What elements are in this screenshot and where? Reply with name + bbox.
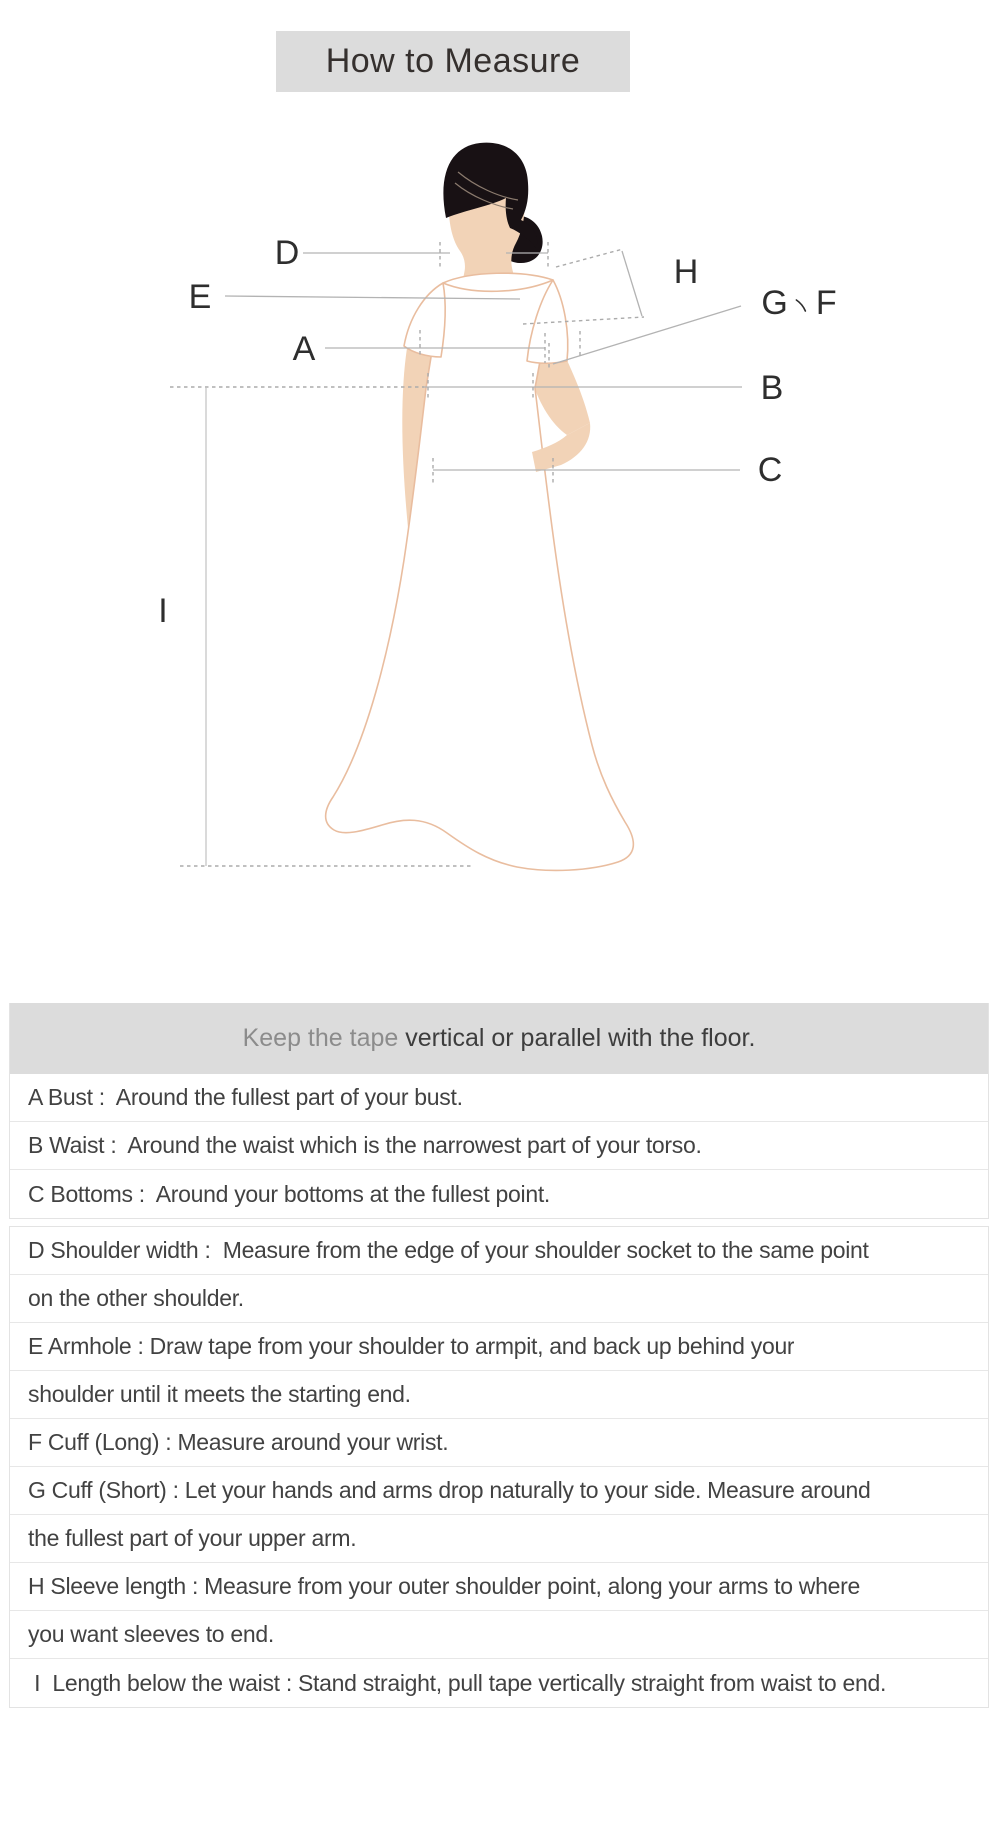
table-row-cuff-short-2: the fullest part of your upper arm. <box>10 1515 988 1563</box>
table-row-shoulder-width-2: on the other shoulder. <box>10 1275 988 1323</box>
measure-guide-table-bottom <box>9 1226 989 1708</box>
table-row-shoulder-width-1: D Shoulder width : Measure from the edge of your shoulder socket to the same point <box>10 1227 988 1275</box>
table-row-cuff-long: F Cuff (Long) : Measure around your wrist. <box>10 1419 988 1467</box>
measure-label-h: H <box>673 253 699 291</box>
measure-label-g: G <box>761 284 788 322</box>
guide-header-emphasis: vertical or parallel with the floor. <box>405 1024 756 1052</box>
table-row-bust: A Bust : Around the fullest part of your bust. <box>10 1074 988 1122</box>
figure-illustration <box>0 0 996 900</box>
measure-label-c: C <box>757 451 783 489</box>
table-row-armhole-2: shoulder until it meets the starting end. <box>10 1371 988 1419</box>
table-row-waist: B Waist : Around the waist which is the narrowest part of your torso. <box>10 1122 988 1170</box>
head <box>443 143 542 292</box>
guide-header <box>10 1003 988 1074</box>
guide-header-prefix: Keep the tape <box>242 1024 406 1052</box>
dash-H-top <box>556 249 623 267</box>
page-title: How to Measure <box>325 42 581 80</box>
measure-label-b: B <box>760 369 784 407</box>
table-row-length-below-waist: I Length below the waist : Stand straight, pull tape vertically straight from waist to end. <box>28 1669 887 1696</box>
left-sleeve <box>404 283 445 357</box>
table-row-sleeve-length-2: you want sleeves to end. <box>10 1611 988 1659</box>
line-GF <box>553 306 741 364</box>
measure-label-g-f <box>761 286 836 320</box>
dress <box>326 273 634 870</box>
line-H-dimension <box>622 251 642 316</box>
table-row-bottoms: C Bottoms : Around your bottoms at the fullest point. <box>28 1180 551 1207</box>
measure-label-f: F <box>815 284 837 322</box>
measure-label-i: I <box>158 592 168 630</box>
measure-label-d: D <box>274 234 300 272</box>
measure-guide-table-top <box>9 1003 989 1219</box>
ideographic-comma-separator <box>794 296 810 314</box>
table-row-sleeve-length-1: H Sleeve length : Measure from your outer shoulder point, along your arms to where <box>10 1563 988 1611</box>
measure-label-e: E <box>188 278 212 316</box>
measure-label-a: A <box>292 330 316 368</box>
table-row-armhole-1: E Armhole : Draw tape from your shoulder to armpit, and back up behind your <box>10 1323 988 1371</box>
table-row-cuff-short-1: G Cuff (Short) : Let your hands and arms drop naturally to your side. Measure around <box>10 1467 988 1515</box>
dress-body <box>326 273 634 870</box>
